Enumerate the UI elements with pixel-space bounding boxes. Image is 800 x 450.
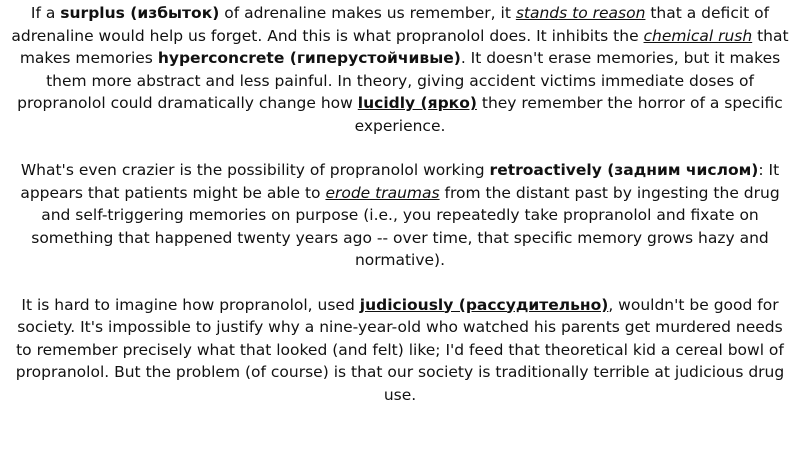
- term-lucidly: lucidly (ярко): [357, 94, 477, 112]
- phrase-stands-to-reason: stands to reason: [515, 4, 646, 22]
- phrase-erode-traumas: erode traumas: [325, 183, 440, 202]
- text-segment: of adrenaline makes us remember, it: [219, 4, 516, 22]
- text-segment: : It appears that patients might be able to: [20, 161, 780, 202]
- paragraph-3: [8, 294, 792, 407]
- paragraph-2: [8, 159, 792, 272]
- term-hyperconcrete: hyperconcrete (гиперустойчивые): [157, 49, 461, 67]
- text-segment: that makes memories: [19, 26, 789, 67]
- text-segment: , wouldn't be good for society. It's impossible to justify why a nine-year-old who watched his parents get murdered needs to remember precisely what that looked (and felt) like; I'd feed that theoretical kid a cereal bowl of propranolol. But the problem (of course) is that our society is traditionally terrible at judicious drug use.: [15, 295, 785, 404]
- text-segment: What's even crazier is the possibility of propranolol working: [20, 161, 490, 179]
- phrase-chemical-rush: chemical rush: [643, 26, 753, 45]
- term-judiciously: judiciously (рассудительно): [359, 295, 609, 314]
- term-retroactively: retroactively (задним числом): [489, 161, 759, 179]
- text-segment: that a deficit of adrenaline would help us forget. And this is what propranolol does. It inhibits the: [11, 4, 770, 45]
- paragraph-1: [8, 2, 792, 137]
- text-segment: . It doesn't erase memories, but it makes them more abstract and less painful. In theory, giving accident victims immediate doses of propranolol could dramatically change how: [17, 49, 781, 112]
- term-surplus: surplus (избыток): [60, 4, 220, 22]
- text-segment: from the distant past by ingesting the drug and self-triggering memories on purpose (i.e., you repeatedly take propranolol and fixate on something that happened twenty years ago -- over time, that specific memory grows hazy and normative).: [31, 183, 780, 269]
- text-segment: If a: [30, 4, 61, 22]
- text-segment: they remember the horror of a specific experience.: [354, 94, 783, 135]
- text-segment: It is hard to imagine how propranolol, used: [21, 295, 360, 314]
